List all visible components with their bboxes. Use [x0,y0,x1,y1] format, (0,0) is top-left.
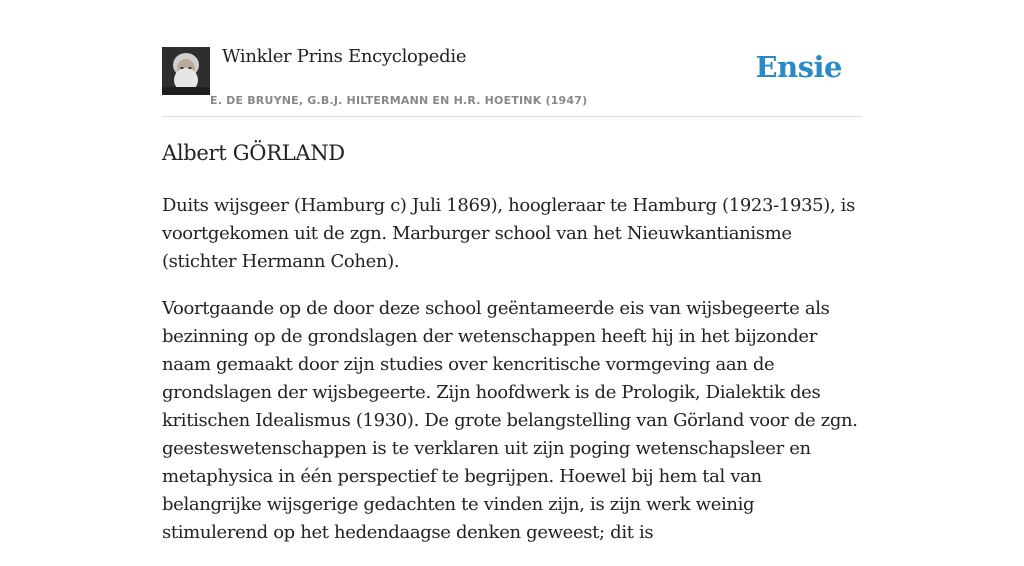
site-header [162,0,862,117]
brand-logo[interactable]: Ensie [755,50,842,84]
portrait-icon [162,47,210,95]
paragraph: Voortgaande op de door deze school geëntameerde eis van wijsbegeerte als bezinning op de grondslagen der wetenschappen heeft hij in het bijzonder naam gemaakt door zijn studies over kencritische vormgeving aan de grondslagen der wijsbegeerte. Zijn hoofdwerk is de Prologik, Dialektik des kritischen Idealismus (1930). De grote belangstelling van Görland voor de zgn. geesteswetenschappen is te verklaren uit zijn poging wetenschapsleer en metaphysica in één perspectief te begrijpen. Hoewel bij hem tal van belangrijke wijsgerige gedachten te vinden zijn, is zijn werk weinig stimulerend op het hedendaagse denken geweest; dit is [162,298,858,543]
article-title: Albert GÖRLAND [162,141,345,165]
article-body [162,192,862,566]
portrait-avatar-icon [162,47,210,95]
authors-line: E. DE BRUYNE, G.B.J. HILTERMANN EN H.R. HOETINK (1947) [210,94,588,107]
site-title[interactable]: Winkler Prins Encyclopedie [222,46,467,67]
paragraph: Duits wijsgeer (Hamburg c) Juli 1869), hoogleraar te Hamburg (1923-1935), is voortgekomen uit de zgn. Marburger school van het Nieuwkantianisme (stichter Hermann Cohen). [162,195,855,272]
